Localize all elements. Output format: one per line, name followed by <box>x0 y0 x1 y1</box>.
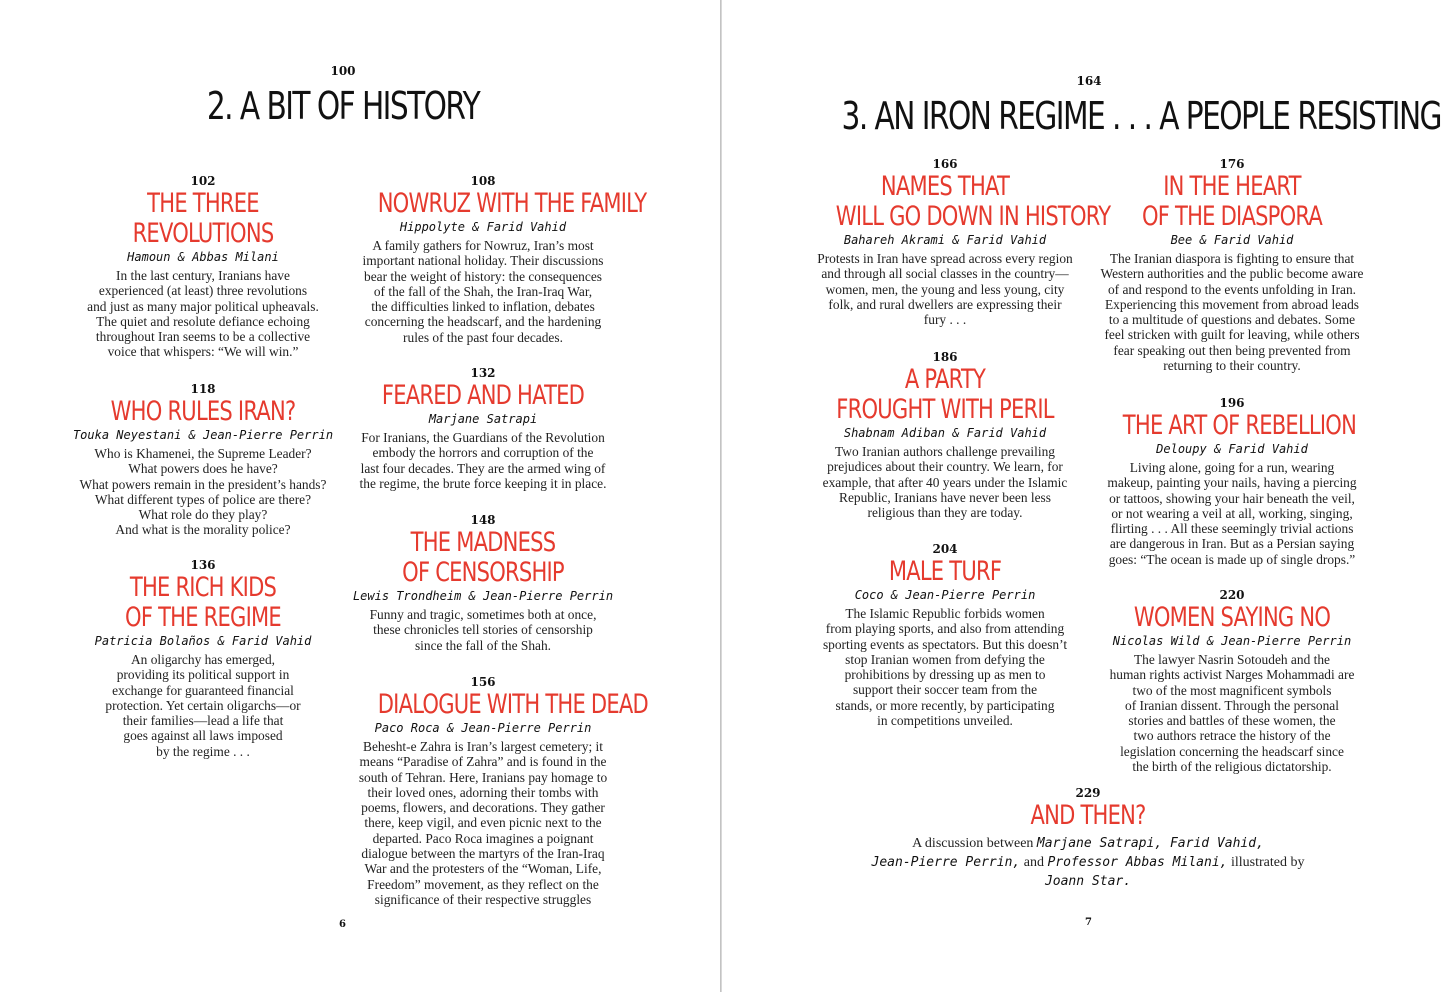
description-line: two authors retrace the history of the <box>1133 728 1331 744</box>
toc-entry[interactable] <box>348 675 648 907</box>
entry-title-line: OF CENSORSHIP <box>402 557 564 588</box>
entry-title-line: WOMEN SAYING NO <box>1133 602 1331 633</box>
description-line: example, that after 40 years under the Islamic <box>822 474 1068 490</box>
entry-description <box>348 430 618 491</box>
description-line: protection. Yet certain oligarchs—or <box>105 697 301 713</box>
description-line: providing its political support in <box>116 667 290 683</box>
entry-title-line: WILL GO DOWN IN HISTORY <box>835 201 1111 232</box>
description-line: Experiencing this movement from abroad leads <box>1105 296 1359 312</box>
entry-title[interactable] <box>1123 172 1341 232</box>
entry-description <box>348 238 618 345</box>
entry-authors: Hippolyte & Farid Vahid <box>399 220 567 234</box>
entry-authors: Marjane Satrapi <box>428 412 538 426</box>
description-text: and <box>1020 855 1048 870</box>
entry-page-number: 186 <box>932 350 958 364</box>
description-line <box>828 834 1348 853</box>
entry-title[interactable] <box>885 801 1291 831</box>
toc-entry[interactable] <box>805 350 1085 520</box>
contributor-name: Professor Abbas Milani, <box>1047 855 1228 870</box>
entry-description <box>805 606 1085 728</box>
entry-title-line: A PARTY <box>904 364 986 395</box>
description-line <box>828 853 1348 891</box>
description-line: Western authorities and the public become aware <box>1100 266 1364 282</box>
entry-page-number: 102 <box>190 174 216 188</box>
description-line: of and respond to the events unfolding in Iran. <box>1107 281 1357 297</box>
entry-description <box>805 444 1085 520</box>
description-text: A discussion between <box>912 836 1037 851</box>
entry-authors: Touka Neyestani & Jean-Pierre Perrin <box>72 428 334 442</box>
entry-page-number: 220 <box>1219 588 1245 602</box>
description-text: illustrated by <box>1227 855 1305 870</box>
description-line: departed. Paco Roca imagines a poignant <box>372 830 594 846</box>
description-line: dialogue between the martyrs of the Iran-Iraq <box>361 846 605 862</box>
entry-description <box>348 607 618 653</box>
description-line: rules of the past four decades. <box>403 329 563 345</box>
entry-authors: Hamoun & Abbas Milani <box>127 250 279 264</box>
description-line: sporting events as spectators. But this doesn’t <box>822 636 1068 652</box>
entry-authors: Lewis Trondheim & Jean-Pierre Perrin <box>352 589 614 603</box>
contributor-name: Joann Star. <box>1044 874 1132 889</box>
entry-title[interactable] <box>377 188 647 219</box>
entry-title[interactable] <box>98 189 309 249</box>
description-line: their families—lead a life that <box>122 713 284 729</box>
entry-title[interactable] <box>836 365 1054 425</box>
description-line: experienced (at least) three revolutions <box>98 283 308 299</box>
entry-title-line: AND THEN? <box>1030 800 1146 831</box>
toc-entry[interactable] <box>1092 157 1372 373</box>
entry-title-line: OF THE DIASPORA <box>1141 201 1323 232</box>
entry-page-number: 132 <box>470 366 496 380</box>
entry-page-number: 118 <box>190 382 216 396</box>
description-line: returning to their country. <box>1163 358 1301 374</box>
entry-title-line: REVOLUTIONS <box>132 218 274 249</box>
description-line: goes against all laws imposed <box>123 728 283 744</box>
entry-description <box>1092 460 1372 567</box>
description-line: south of Tehran. Here, Iranians pay homage to <box>358 769 608 785</box>
description-line: since the fall of the Shah. <box>414 637 552 653</box>
entry-page-number: 196 <box>1219 396 1245 410</box>
section-title: 2. A BIT OF HISTORY <box>206 84 480 128</box>
entry-page-number: 156 <box>470 675 496 689</box>
description-line: stands, or more recently, by participating <box>835 697 1055 713</box>
description-line: legislation concerning the headscarf since <box>1120 743 1344 759</box>
description-line: to a multitude of questions and debates. Some <box>1108 312 1356 328</box>
entry-title[interactable] <box>378 381 589 411</box>
description-line: And what is the morality police? <box>115 522 291 538</box>
description-line: What role do they play? <box>138 507 268 523</box>
entry-title-line: FEARED AND HATED <box>381 380 585 411</box>
description-line: concerning the headscarf, and the hardening <box>364 314 602 330</box>
entry-description <box>68 652 338 759</box>
description-line: makeup, painting your nails, having a piercing <box>1107 475 1357 491</box>
description-line: Who is Khamenei, the Supreme Leader? <box>94 446 312 461</box>
description-line: these chronicles tell stories of censorship <box>373 622 593 638</box>
description-line: voice that whispers: “We will win.” <box>107 344 299 360</box>
description-line: folk, and rural dwellers are expressing their <box>828 296 1062 312</box>
right-page <box>722 0 1445 992</box>
entry-page-number: 148 <box>470 513 496 527</box>
description-line: The quiet and resolute defiance echoing <box>96 313 310 329</box>
entry-description <box>828 834 1348 891</box>
description-line: by the regime . . . <box>156 743 250 759</box>
description-line: of Iranian dissent. Through the personal <box>1125 697 1339 713</box>
entry-description <box>68 268 338 360</box>
entry-title[interactable] <box>836 557 1054 587</box>
description-line: fear speaking out then being prevented from <box>1113 342 1351 358</box>
entry-description <box>1092 652 1372 774</box>
entry-authors: Nicolas Wild & Jean-Pierre Perrin <box>1112 634 1352 648</box>
toc-entry[interactable] <box>68 382 338 538</box>
description-line: from playing sports, and also from attending <box>825 621 1065 637</box>
entry-title-line: WHO RULES IRAN? <box>110 396 296 427</box>
section-number: 164 <box>1076 74 1102 88</box>
entry-authors: Deloupy & Farid Vahid <box>1156 442 1308 456</box>
description-line: and just as many major political upheavals. <box>87 298 319 314</box>
entry-page-number: 136 <box>190 558 216 572</box>
entry-title[interactable] <box>1122 410 1357 441</box>
description-line: means “Paradise of Zahra” and is found in the <box>359 754 607 770</box>
entry-authors: Bee & Farid Vahid <box>1170 233 1294 247</box>
description-line: prohibitions by dressing up as men to <box>844 667 1046 683</box>
description-line: Republic, Iranians have never been less <box>839 489 1051 505</box>
entry-title-line: OF THE REGIME <box>125 602 281 633</box>
description-line: In the last century, Iranians have <box>116 268 290 283</box>
description-line: significance of their respective struggles <box>374 891 592 907</box>
description-line: embody the horrors and corruption of the <box>372 445 594 461</box>
description-line: stop Iranian women from defying the <box>845 651 1045 667</box>
entry-title-line: MALE TURF <box>888 556 1002 587</box>
entry-title[interactable] <box>98 573 309 633</box>
entry-title-line: IN THE HEART <box>1163 171 1301 202</box>
description-line: Behesht-e Zahra is Iran’s largest cemetery; it <box>363 739 603 754</box>
section-title: 3. AN IRON REGIME . . . A PEOPLE RESISTING <box>841 94 1441 138</box>
toc-entry[interactable] <box>805 542 1085 728</box>
description-line: The Iranian diaspora is fighting to ensure that <box>1109 251 1355 266</box>
entry-title-line: DIALOGUE WITH THE DEAD <box>377 689 648 720</box>
description-line: important national holiday. Their discussions <box>362 253 604 269</box>
description-line: fury . . . <box>923 312 967 328</box>
description-line: the difficulties linked to inflation, debates <box>371 299 595 315</box>
entry-title-line: FROUGHT WITH PERIL <box>836 394 1054 425</box>
entry-title-line: THE THREE <box>147 188 259 219</box>
entry-page-number: 204 <box>932 542 958 556</box>
toc-entry[interactable] <box>68 558 338 759</box>
description-line: prejudices about their country. We learn, for <box>827 459 1063 475</box>
description-line: two of the most magnificent symbols <box>1132 682 1332 698</box>
entry-page-number: 166 <box>932 157 958 171</box>
page-number: 7 <box>1085 917 1092 928</box>
description-line: What powers remain in the president’s hands? <box>79 476 327 492</box>
description-line: The lawyer Nasrin Sotoudeh and the <box>1134 652 1330 667</box>
contributor-name: Jean-Pierre Perrin, <box>871 855 1021 870</box>
toc-entry[interactable] <box>68 174 338 360</box>
description-line: women, men, the young and less young, city <box>825 281 1065 297</box>
entry-authors: Paco Roca & Jean-Pierre Perrin <box>374 721 592 735</box>
description-line: flirting . . . All these seemingly trivial actions <box>1110 521 1354 537</box>
entry-authors: Patricia Bolaños & Farid Vahid <box>94 634 312 648</box>
toc-entry[interactable] <box>805 157 1111 328</box>
description-line: throughout Iran seems to be a collective <box>95 329 311 345</box>
description-line: of the fall of the Shah, the Iran-Iraq War, <box>373 283 593 299</box>
entry-authors: Shabnam Adiban & Farid Vahid <box>843 426 1047 440</box>
description-line: feel stricken with guilt for leaving, while others <box>1104 327 1360 343</box>
section-number: 100 <box>330 64 356 78</box>
entry-description <box>1092 251 1372 373</box>
entry-title[interactable] <box>377 689 648 720</box>
description-line: last four decades. They are the armed wing of <box>360 460 606 476</box>
description-line: A family gathers for Nowruz, Iran’s most <box>372 238 594 253</box>
entry-description <box>348 739 618 907</box>
entry-title[interactable] <box>98 397 309 427</box>
contributor-name: Marjane Satrapi, Farid Vahid, <box>1036 836 1264 851</box>
entry-title-line: THE ART OF REBELLION <box>1122 410 1357 441</box>
description-line: or not wearing a veil at all, working, singing, <box>1111 505 1353 521</box>
description-line: there, keep vigil, and even picnic next to the <box>364 815 602 831</box>
description-line: the regime, the brute force keeping it in place. <box>359 475 607 491</box>
entry-description <box>805 251 1085 327</box>
description-line: human rights activist Narges Mohammadi are <box>1109 667 1355 683</box>
entry-title[interactable] <box>835 171 1111 232</box>
description-line: What powers does he have? <box>128 461 278 477</box>
description-line: religious than they are today. <box>867 505 1023 521</box>
description-line: Funny and tragic, sometimes both at once, <box>369 607 597 622</box>
entry-page-number: 229 <box>1075 786 1101 800</box>
description-line: For Iranians, the Guardians of the Revolution <box>361 430 605 445</box>
toc-entry[interactable] <box>348 174 647 345</box>
description-line: support their soccer team from the <box>852 682 1038 698</box>
description-line: the birth of the religious dictatorship. <box>1132 759 1332 775</box>
entry-page-number: 108 <box>470 174 496 188</box>
toc-entry[interactable] <box>828 786 1348 891</box>
description-line: What different types of police are there? <box>94 491 312 507</box>
description-line: or tattoos, showing your hair beneath the veil, <box>1109 490 1355 506</box>
toc-entry[interactable] <box>348 513 618 653</box>
toc-entry[interactable] <box>348 366 618 491</box>
entry-title-line: NAMES THAT <box>880 171 1010 202</box>
description-line: goes: “The ocean is made up of single drops.” <box>1108 551 1356 567</box>
description-line: stories and battles of these women, the <box>1128 713 1336 729</box>
description-line: The Islamic Republic forbids women <box>845 606 1045 621</box>
entry-authors: Coco & Jean-Pierre Perrin <box>854 588 1036 602</box>
left-page <box>0 0 720 992</box>
description-line: Protests in Iran have spread across every region <box>817 251 1073 266</box>
entry-title-line: THE RICH KIDS <box>129 572 277 603</box>
description-line: bear the weight of history: the consequences <box>364 268 602 284</box>
description-line: are dangerous in Iran. But as a Persian saying <box>1109 536 1355 552</box>
description-line: and through all social classes in the country— <box>821 266 1069 282</box>
entry-title[interactable] <box>1123 603 1341 633</box>
description-line: Two Iranian authors challenge prevailing <box>835 444 1055 459</box>
description-line: An oligarchy has emerged, <box>130 652 276 667</box>
description-line: poems, flowers, and decorations. They gather <box>361 800 605 816</box>
description-line: War and the protesters of the “Woman, Life, <box>364 861 602 877</box>
entry-title-line: THE MADNESS <box>410 527 556 558</box>
description-line: in competitions unveiled. <box>877 713 1013 729</box>
entry-page-number: 176 <box>1219 157 1245 171</box>
page-number: 6 <box>339 919 346 930</box>
toc-entry[interactable] <box>1092 396 1372 567</box>
description-line: their loved ones, adorning their tombs with <box>367 784 599 800</box>
entry-title-line: NOWRUZ WITH THE FAMILY <box>377 188 647 219</box>
entry-title[interactable] <box>378 528 589 588</box>
toc-entry[interactable] <box>1092 588 1372 774</box>
entry-description <box>68 446 338 538</box>
description-line: Living alone, going for a run, wearing <box>1129 460 1335 475</box>
description-line: Freedom” movement, as they reflect on the <box>367 876 599 892</box>
entry-authors: Bahareh Akrami & Farid Vahid <box>843 233 1047 247</box>
description-line: exchange for guaranteed financial <box>112 682 294 698</box>
